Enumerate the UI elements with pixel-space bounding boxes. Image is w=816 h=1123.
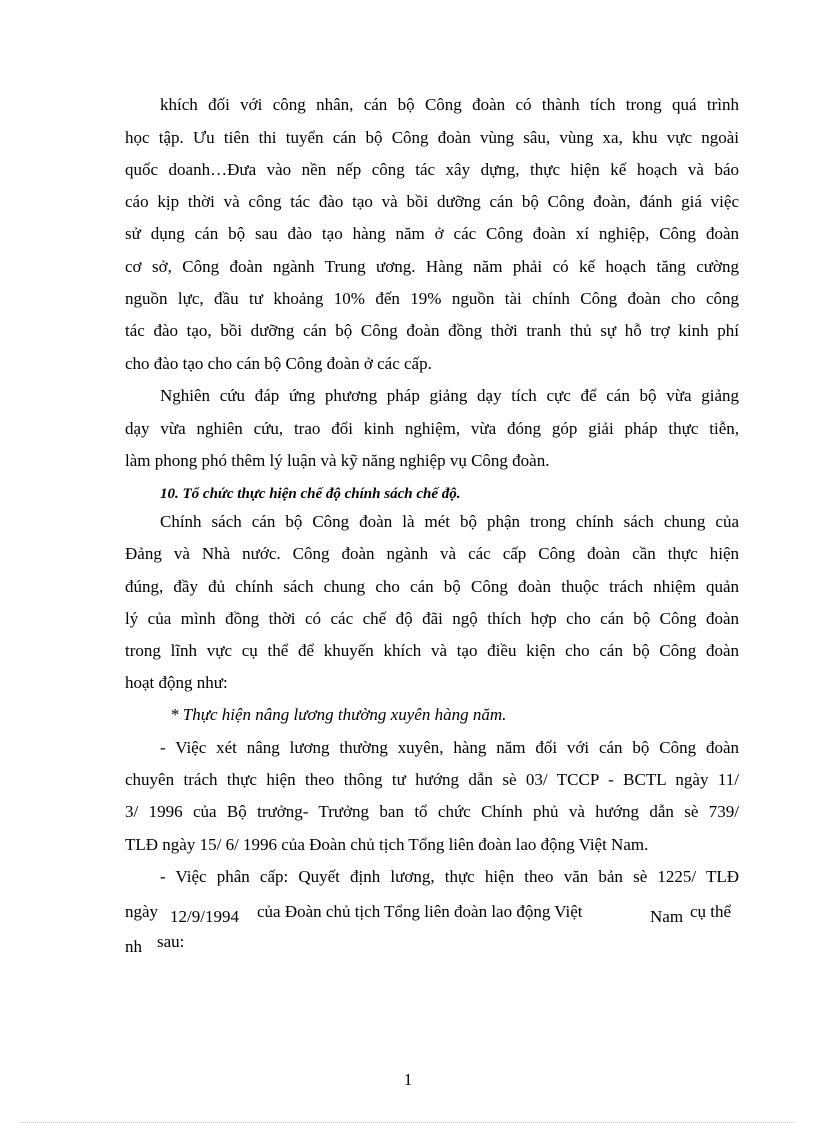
paragraph-line: TLĐ ngày 15/ 6/ 1996 của Đoàn chủ tịch Tổng liên đoàn lao động Việt Nam. [125, 835, 649, 854]
text-run: sau: [157, 932, 185, 951]
paragraph-line: đúng, đầy đủ chính sách chung cho cán bộ Công đoàn thuộc trách nhiệm quản [125, 577, 739, 596]
paragraph-line: trong lĩnh vực cụ thể để khuyến khích và tạo điều kiện cho cán bộ Công đoàn [125, 641, 739, 660]
paragraph-line: Nghiên cứu đáp ứng phương pháp giảng dạy tích cực để cán bộ vừa giảng [160, 386, 739, 405]
text-run: nh [125, 937, 142, 956]
paragraph-line: - Việc xét nâng lương thường xuyên, hàng năm đối với cán bộ Công đoàn [160, 738, 739, 757]
paragraph-line: nguồn lực, đầu tư khoảng 10% đến 19% nguồn tài chính Công đoàn cho công [125, 289, 739, 308]
paragraph-line: Đảng và Nhà nước. Công đoàn ngành và các cấp Công đoàn cần thực hiện [125, 544, 739, 563]
paragraph-line: 3/ 1996 của Bộ trưởng- Trưởng ban tổ chức Chính phủ và hướng dẫn sè 739/ [125, 802, 739, 821]
list-item-heading: * Thực hiện nâng lương thường xuyên hàng năm. [170, 705, 507, 724]
page-number: 1 [403, 1070, 413, 1089]
paragraph-line: học tập. Ưu tiên thi tuyển cán bộ Công đoàn vùng sâu, vùng xa, khu vực ngoài [125, 128, 739, 147]
paragraph-line: chuyên trách thực hiện theo thông tư hướng dẫn sè 03/ TCCP - BCTL ngày 11/ [125, 770, 739, 789]
text-run: Nam [650, 907, 684, 926]
paragraph-line: làm phong phó thêm lý luận và kỹ năng nghiệp vụ Công đoàn. [125, 451, 550, 470]
paragraph-line: - Việc phân cấp: Quyết định lương, thực hiện theo văn bản sè 1225/ TLĐ [160, 867, 739, 886]
paragraph-line: dạy vừa nghiên cứu, trao đổi kinh nghiệm, vừa đóng góp giải pháp thực tiễn, [125, 419, 739, 438]
paragraph-line: quốc doanh…Đưa vào nền nếp công tác xây dựng, thực hiện kế hoạch và báo [125, 160, 739, 179]
paragraph-line: tác đào tạo, bồi dưỡng cán bộ Công đoàn đồng thời tranh thủ sự hỗ trợ kinh phí [125, 321, 739, 340]
text-run: cụ thể [690, 902, 732, 921]
paragraph-line: cáo kịp thời và công tác đào tạo và bồi dưỡng cán bộ Công đoàn, đánh giá việc [125, 192, 739, 211]
paragraph-line: cơ sở, Công đoàn ngành Trung ương. Hàng năm phải có kế hoạch tăng cường [125, 257, 739, 276]
paragraph-line: cho đào tạo cho cán bộ Công đoàn ở các cấp. [125, 354, 432, 373]
paragraph-line: sử dụng cán bộ sau đào tạo hàng năm ở các Công đoàn xí nghiệp, Công đoàn [125, 224, 739, 243]
section-heading: 10. Tổ chức thực hiện chế độ chính sách chế độ. [160, 486, 461, 502]
text-run: của Đoàn chủ tịch Tổng liên đoàn lao động Việt [257, 902, 583, 921]
paragraph-line: hoạt động như: [125, 673, 228, 692]
paragraph-line: lý của mình đồng thời có các chế độ đãi ngộ thích hợp cho cán bộ Công đoàn [125, 609, 739, 628]
text-run: ngày [125, 902, 159, 921]
paragraph-line: Chính sách cán bộ Công đoàn là mét bộ phận trong chính sách chung của [160, 512, 739, 531]
paragraph-line: khích đối với công nhân, cán bộ Công đoàn có thành tích trong quá trình [160, 95, 739, 114]
text-run: 12/9/1994 [170, 907, 239, 926]
